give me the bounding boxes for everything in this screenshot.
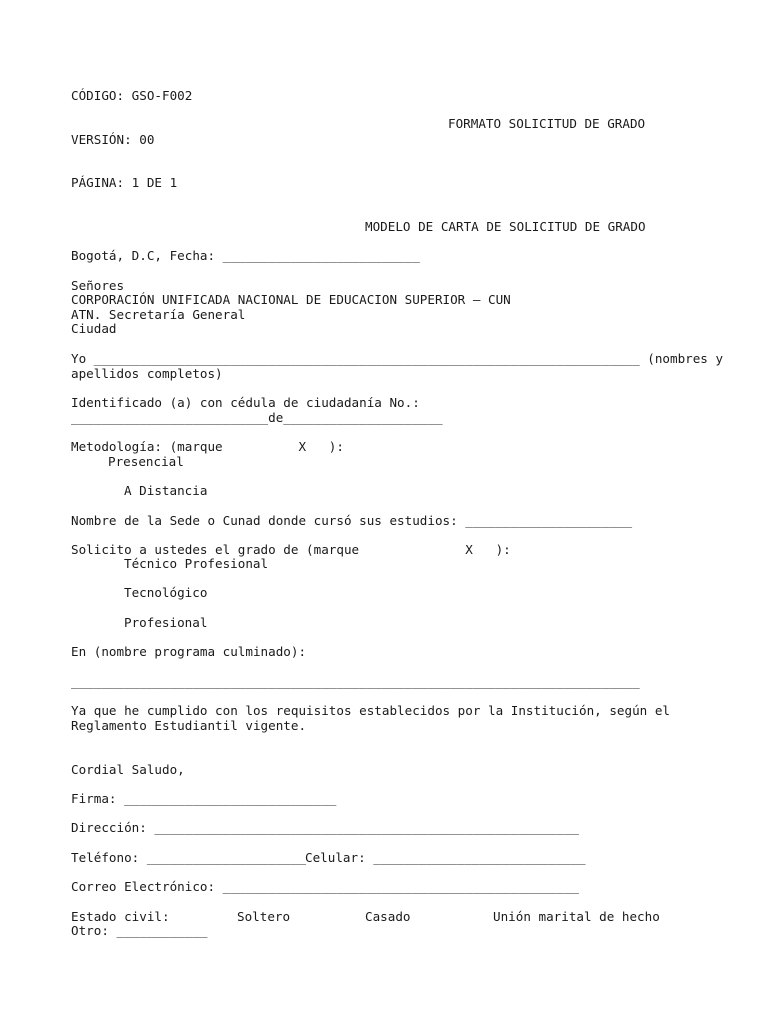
methodology-option-distancia: A Distancia <box>124 483 208 498</box>
methodology-label: Metodología: (marque X ): <box>71 439 344 454</box>
requirements-text: Ya que he cumplido con los requisitos establecidos por la Institución, según el <box>71 703 670 718</box>
address-line: Dirección: ________________________________________________________ <box>71 820 579 835</box>
degree-option-tecnico: Técnico Profesional <box>124 556 269 571</box>
program-label: En (nombre programa culminado): <box>71 644 307 659</box>
program-blank-line: ___________________________________________________________________________ <box>71 674 640 689</box>
institution-name: CORPORACIÓN UNIFICADA NACIONAL DE EDUCACION SUPERIOR – CUN <box>71 292 511 307</box>
id-line: Identificado (a) con cédula de ciudadanía No.: <box>71 395 420 410</box>
signature-line: Firma: ____________________________ <box>71 791 337 806</box>
attention-line: ATN. Secretaría General <box>71 307 246 322</box>
form-version: VERSIÓN: 00 <box>71 132 155 147</box>
campus-line: Nombre de la Sede o Cunad donde cursó sus estudios: ______________________ <box>71 513 633 528</box>
degree-request-label: Solicito a ustedes el grado de (marque X ): <box>71 542 511 557</box>
phone-line: Teléfono: _____________________ <box>71 850 307 865</box>
city-line: Ciudad <box>71 321 117 336</box>
salutation: Señores <box>71 278 125 293</box>
marital-status-label: Estado civil: <box>71 909 170 924</box>
degree-option-tecnologico: Tecnológico <box>124 585 208 600</box>
degree-option-profesional: Profesional <box>124 615 208 630</box>
date-line: Bogotá, D.C, Fecha: __________________________ <box>71 248 420 263</box>
mobile-line: Celular: ____________________________ <box>305 850 586 865</box>
letter-model-title: MODELO DE CARTA DE SOLICITUD DE GRADO <box>365 219 646 234</box>
name-line: Yo ________________________________________________________________________ (nombres y <box>71 351 724 366</box>
marital-option-soltero: Soltero <box>237 909 291 924</box>
marital-option-otro: Otro: ____________ <box>71 923 208 938</box>
name-line-hint: apellidos completos) <box>71 366 223 381</box>
email-line: Correo Electrónico: _______________________________________________ <box>71 879 579 894</box>
closing-greeting: Cordial Saludo, <box>71 762 185 777</box>
requirements-text-2: Reglamento Estudiantil vigente. <box>71 718 307 733</box>
form-page-number: PÁGINA: 1 DE 1 <box>71 175 178 190</box>
methodology-option-presencial: Presencial <box>108 454 184 469</box>
form-code: CÓDIGO: GSO-F002 <box>71 88 193 103</box>
marital-option-casado: Casado <box>365 909 411 924</box>
id-number-line: __________________________de_____________________ <box>71 410 443 425</box>
marital-option-union: Unión marital de hecho <box>493 909 660 924</box>
form-title: FORMATO SOLICITUD DE GRADO <box>448 116 646 131</box>
